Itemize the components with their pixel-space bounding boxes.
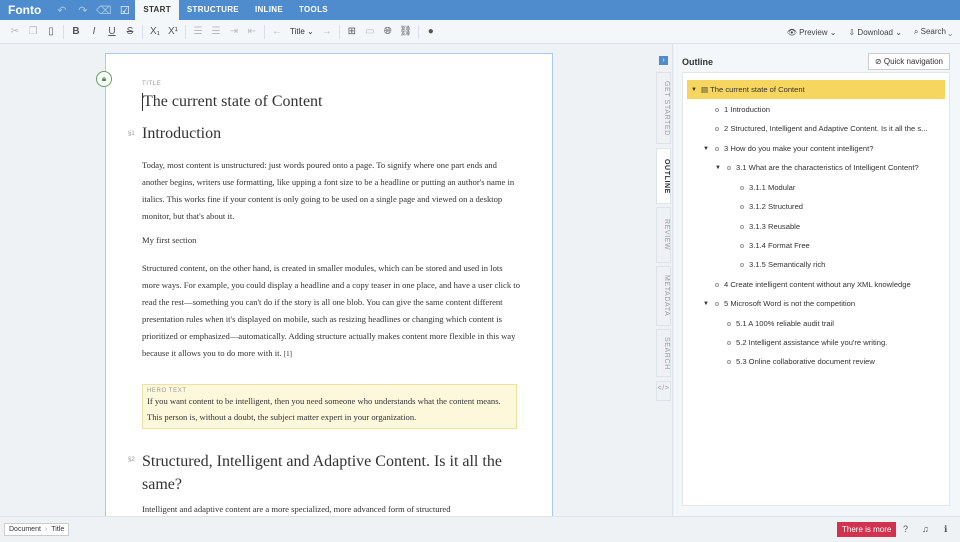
app-logo: Fonto bbox=[8, 3, 42, 17]
search-label: Search bbox=[920, 27, 946, 36]
outdent-icon[interactable]: ⇤ bbox=[247, 26, 257, 37]
outline-item[interactable]: 4 Create intelligent content without any XML knowledge bbox=[715, 275, 911, 294]
side-tab-review[interactable]: REVIEW bbox=[656, 207, 671, 263]
outline-item[interactable]: 5.1 A 100% reliable audit trail bbox=[727, 314, 834, 333]
italic-icon[interactable]: I bbox=[92, 26, 96, 37]
outline-tree bbox=[682, 72, 950, 506]
quick-navigation-button[interactable]: ⊘ Quick navigation bbox=[868, 53, 950, 70]
section-marker: §1 bbox=[128, 131, 135, 137]
side-tab-metadata[interactable]: METADATA bbox=[656, 266, 671, 326]
outline-item[interactable]: ▤ The current state of Content bbox=[701, 85, 805, 94]
bell-icon[interactable]: ♫ bbox=[922, 524, 929, 534]
hero-text-block[interactable] bbox=[142, 384, 517, 429]
cut-icon[interactable]: ✂ bbox=[10, 26, 20, 37]
paragraph[interactable]: Today, most content is unstructured: just words poured onto a page. To signify where one part ends and another begins, writers use formatting, like upping a font size to be a headline or putting an author's name in italics. This works fine if your content is only going to be used on a single page and viewed on a desktop monitor, but that's about it. bbox=[142, 160, 515, 221]
numbered-list-icon[interactable]: ☰ bbox=[211, 26, 221, 37]
breadcrumb-title[interactable]: Title bbox=[51, 526, 65, 533]
editor-area[interactable] bbox=[0, 44, 655, 516]
redo-icon[interactable]: ↷ bbox=[78, 4, 88, 17]
footnote-ref[interactable]: [1] bbox=[283, 350, 292, 358]
section-marker: §2 bbox=[128, 457, 135, 463]
section-heading[interactable]: Introduction bbox=[142, 125, 222, 142]
paragraph[interactable]: My first section bbox=[142, 235, 197, 245]
undo-icon[interactable]: ↶ bbox=[57, 4, 67, 17]
outline-item[interactable]: 3.1.1 Modular bbox=[740, 178, 795, 197]
outline-item[interactable]: 3.1.4 Format Free bbox=[740, 236, 810, 255]
tab-structure[interactable]: STRUCTURE bbox=[186, 5, 239, 14]
title-label: TITLE bbox=[142, 81, 162, 87]
tab-start[interactable]: START bbox=[135, 0, 179, 20]
outline-item[interactable]: 2 Structured, Intelligent and Adaptive Content. Is it all the s... bbox=[715, 119, 927, 138]
top-bar bbox=[0, 0, 960, 20]
collapse-panel-icon[interactable]: › bbox=[659, 56, 668, 65]
style-select-value: Title bbox=[290, 27, 305, 36]
outline-item[interactable]: 3.1.2 Structured bbox=[740, 197, 803, 216]
info-icon[interactable]: ℹ bbox=[944, 524, 948, 534]
side-tab-outline[interactable]: OUTLINE bbox=[656, 148, 671, 204]
preview-label: Preview bbox=[799, 27, 828, 37]
help-icon[interactable]: ? bbox=[903, 524, 909, 534]
eraser-icon[interactable]: ⌫ bbox=[96, 4, 112, 17]
collapse-toggle[interactable]: ▼ bbox=[715, 165, 721, 171]
bullet-list-icon[interactable]: ☰ bbox=[193, 26, 203, 37]
collapse-toggle[interactable]: ▼ bbox=[703, 301, 709, 307]
arrow-right-icon[interactable]: → bbox=[321, 26, 332, 37]
preview-button[interactable]: 👁︎ Preview ⌄ bbox=[786, 27, 837, 37]
outline-item[interactable]: 5.3 Online collaborative document review bbox=[727, 352, 875, 371]
superscript-icon[interactable]: X¹ bbox=[168, 26, 178, 37]
collapse-toggle[interactable]: ▼ bbox=[703, 146, 709, 152]
hero-label: HERO TEXT bbox=[147, 388, 187, 394]
arrow-left-icon[interactable]: ← bbox=[272, 26, 282, 37]
side-tabs bbox=[655, 44, 673, 516]
strikethrough-icon[interactable]: S bbox=[126, 26, 134, 37]
download-label: Download bbox=[857, 27, 893, 37]
outline-item[interactable]: 3.1.3 Reusable bbox=[740, 217, 800, 236]
tab-tools[interactable]: TOOLS bbox=[298, 5, 328, 14]
breadcrumb-document[interactable]: Document bbox=[9, 526, 41, 533]
search-button[interactable]: ⌕ Search ⌄ bbox=[913, 27, 952, 36]
paragraph-text: Structured content, on the other hand, is created in smaller modules, which can be stored and used in lots more ways. For example, you could display a headline and a copy teaser in one place, and have a user click to read the rest—something you can't do if the story is all one blob. You can give the same content different presentation rules when it's displayed on mobile, such as resizing headlines or changing which content is prioritized or emphasized—automatically. Adding structure actually makes content more flexible in this way because it allows you to do more with it. bbox=[142, 263, 520, 358]
document-title[interactable]: The current state of Content bbox=[143, 93, 323, 110]
indent-icon[interactable]: ⇥ bbox=[229, 26, 239, 37]
outline-title: Outline bbox=[682, 57, 713, 67]
outline-item[interactable]: 5.2 Intelligent assistance while you're writing. bbox=[727, 333, 887, 352]
paragraph[interactable]: Intelligent and adaptive content are a more specialized, more advanced form of structured bbox=[142, 504, 451, 514]
status-bar bbox=[0, 516, 960, 542]
subscript-icon[interactable]: X₁ bbox=[149, 26, 161, 37]
section-heading[interactable]: Structured, Intelligent and Adaptive Content. Is it all the same? bbox=[142, 453, 502, 493]
collapse-toggle[interactable]: ▼ bbox=[691, 87, 697, 93]
link-icon[interactable]: ⛓ bbox=[399, 26, 413, 37]
quick-navigation-label: Quick navigation bbox=[883, 57, 943, 66]
download-button[interactable]: ⇩ Download ⌄ bbox=[848, 27, 902, 37]
copy-icon[interactable]: ❐ bbox=[28, 26, 38, 37]
table-icon[interactable]: ⊞ bbox=[347, 26, 356, 37]
checklist-icon[interactable]: ☑ bbox=[119, 4, 130, 17]
bold-icon[interactable]: B bbox=[72, 26, 80, 37]
underline-icon[interactable]: U bbox=[108, 26, 116, 37]
outline-item[interactable]: 1 Introduction bbox=[715, 100, 770, 119]
paste-icon[interactable]: ▯ bbox=[48, 26, 54, 37]
breadcrumb: Document › Title bbox=[4, 523, 69, 536]
code-icon[interactable]: </> bbox=[656, 381, 671, 401]
there-is-more-button[interactable]: There is more bbox=[837, 522, 896, 537]
lock-icon[interactable]: 🔒︎ bbox=[96, 71, 112, 87]
toolbar bbox=[0, 20, 960, 44]
image-icon[interactable]: ▭ bbox=[365, 26, 375, 37]
comment-icon[interactable]: ● bbox=[427, 26, 434, 37]
paragraph[interactable] bbox=[142, 260, 520, 363]
tab-inline[interactable]: INLINE bbox=[254, 5, 283, 14]
hero-text[interactable]: If you want content to be intelligent, then you need someone who understands what the content means. This person is, without a doubt, the subject matter expert in your organization. bbox=[147, 396, 501, 422]
outline-panel bbox=[674, 44, 960, 516]
style-select[interactable]: Title ⌄ bbox=[290, 27, 314, 36]
side-tab-search[interactable]: SEARCH bbox=[656, 329, 671, 377]
outline-item[interactable]: 3 How do you make your content intelligent? bbox=[715, 139, 873, 158]
outline-item[interactable]: 5 Microsoft Word is not the competition bbox=[715, 294, 855, 313]
side-tab-get-started[interactable]: GET STARTED bbox=[656, 72, 671, 144]
globe-icon[interactable]: 🌐︎ bbox=[383, 26, 392, 37]
document-page[interactable] bbox=[105, 53, 553, 516]
outline-item[interactable]: 3.1.5 Semantically rich bbox=[740, 255, 825, 274]
outline-item[interactable]: 3.1 What are the characteristics of Intelligent Content? bbox=[727, 158, 919, 177]
